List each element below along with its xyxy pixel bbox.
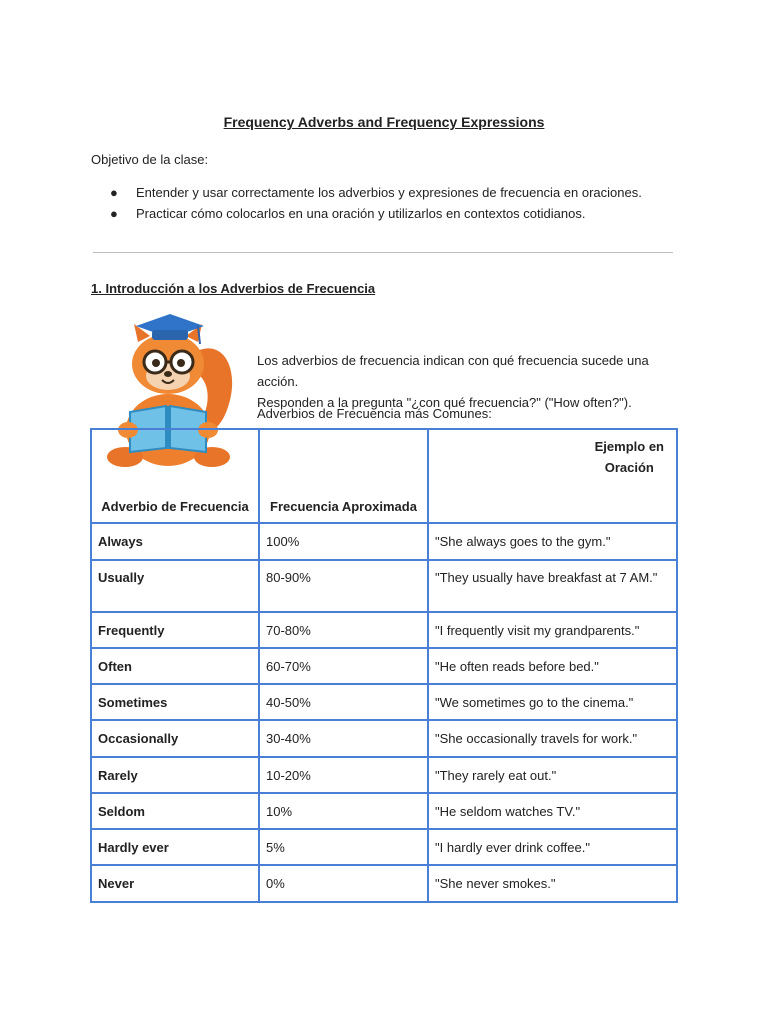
adverb-cell: Seldom — [91, 793, 259, 829]
header-frequency: Frecuencia Aproximada — [259, 429, 428, 523]
example-cell: "They rarely eat out." — [428, 757, 677, 793]
list-item — [110, 205, 642, 226]
example-cell: "She never smokes." — [428, 865, 677, 902]
adverb-cell: Always — [91, 523, 259, 560]
bullet-icon: ● — [110, 185, 118, 200]
objective-label: Objetivo de la clase: — [91, 152, 209, 167]
example-cell: "I hardly ever drink coffee." — [428, 829, 677, 865]
table-row — [91, 648, 677, 684]
adverb-cell: Sometimes — [91, 684, 259, 720]
intro-line: Los adverbios de frecuencia indican con qué frecuencia sucede una acción. — [257, 353, 649, 389]
frequency-cell: 0% — [259, 865, 428, 902]
frequency-cell: 40-50% — [259, 684, 428, 720]
adverb-cell: Often — [91, 648, 259, 684]
adverb-cell: Hardly ever — [91, 829, 259, 865]
example-cell: "I frequently visit my grandparents." — [428, 612, 677, 648]
frequency-cell: 70-80% — [259, 612, 428, 648]
document-title: Frequency Adverbs and Frequency Expressions — [223, 114, 545, 130]
header-example-line: Ejemplo en — [594, 439, 664, 454]
list-item — [110, 184, 642, 205]
objective-text: Practicar cómo colocarlos en una oración y utilizarlos en contextos cotidianos. — [136, 206, 586, 221]
table-row — [91, 523, 677, 560]
adverb-cell: Occasionally — [91, 720, 259, 757]
example-cell: "We sometimes go to the cinema." — [428, 684, 677, 720]
objectives-list — [110, 184, 642, 226]
example-cell: "She always goes to the gym." — [428, 523, 677, 560]
adverb-cell: Never — [91, 865, 259, 902]
adverb-cell: Rarely — [91, 757, 259, 793]
frequency-cell: 100% — [259, 523, 428, 560]
example-cell: "She occasionally travels for work." — [428, 720, 677, 757]
table-row — [91, 720, 677, 757]
frequency-cell: 10-20% — [259, 757, 428, 793]
frequency-cell: 60-70% — [259, 648, 428, 684]
table-row — [91, 684, 677, 720]
frequency-cell: 10% — [259, 793, 428, 829]
adverb-cell: Usually — [91, 560, 259, 612]
divider — [93, 252, 673, 253]
frequency-cell: 80-90% — [259, 560, 428, 612]
frequency-cell: 5% — [259, 829, 428, 865]
objective-text: Entender y usar correctamente los adverbios y expresiones de frecuencia en oraciones. — [136, 185, 642, 200]
common-adverbs-label: Adverbios de Frecuencia más Comunes: — [257, 406, 492, 421]
frequency-table — [90, 428, 678, 903]
frequency-cell: 30-40% — [259, 720, 428, 757]
table-row — [91, 560, 677, 612]
intro-line: Responden a la pregunta "¿con qué frecuencia?" ("How often?"). — [257, 395, 632, 410]
table-row — [91, 757, 677, 793]
table-row — [91, 829, 677, 865]
table-row — [91, 865, 677, 902]
bullet-icon: ● — [110, 206, 118, 221]
table-row — [91, 612, 677, 648]
table-header-row — [91, 429, 677, 523]
example-cell: "He often reads before bed." — [428, 648, 677, 684]
intro-paragraph — [257, 350, 687, 413]
section-heading: 1. Introducción a los Adverbios de Frecuencia — [91, 281, 376, 296]
header-example — [428, 429, 677, 523]
example-cell: "They usually have breakfast at 7 AM." — [428, 560, 677, 612]
adverb-cell: Frequently — [91, 612, 259, 648]
header-adverb: Adverbio de Frecuencia — [91, 429, 259, 523]
example-cell: "He seldom watches TV." — [428, 793, 677, 829]
table-row — [91, 793, 677, 829]
header-example-line: Oración — [604, 460, 654, 475]
